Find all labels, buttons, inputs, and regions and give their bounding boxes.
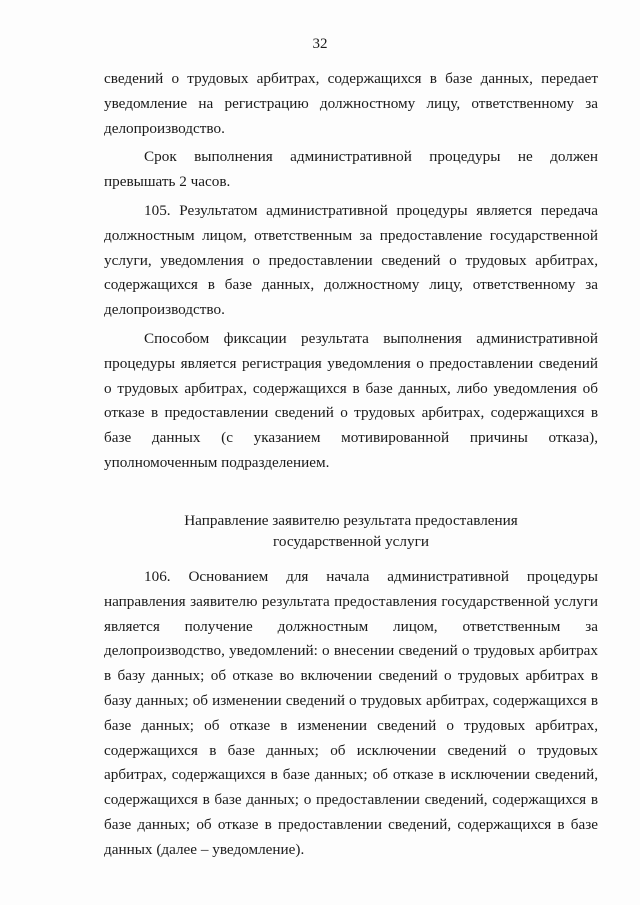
paragraph-fixation-method: Способом фиксации результата выполнения административной процедуры является регистрация уведомления о предоставлении сведений о трудовых арбитрах, содержащихся в базе данных, либо уведомления об отказе в предоставлении сведений о трудовых арбитрах, содержащихся в базе данных (с указанием мотивированной причины отказа), уполномоченным подразделением. xyxy=(104,329,598,471)
section-2-text xyxy=(104,565,598,863)
paragraph-106: 106. Основанием для начала административной процедуры направления заявителю результата предоставления государственной услуги является получение должностным лицом, ответственным за делопроизводство, уведомлений: о внесении сведений о трудовых арбитрах в базу данных; об отказе во включении сведений о трудовых арбитрах в базу данных; об изменении сведений о трудовых арбитрах, содержащихся в базе данных; об отказе в изменении сведений о трудовых арбитрах, содержащихся в базе данных; об исключении сведений о трудовых арбитрах, содержащихся в базе данных; об отказе в исключении сведений, содержащихся в базе данных; о предоставлении сведений, содержащихся в базе данных; об отказе в предоставлении сведений, содержащихся в базе данных (далее – уведомление). xyxy=(104,568,598,858)
section-heading xyxy=(104,510,598,552)
section-1-text xyxy=(104,67,598,476)
section-heading-line-1: Направление заявителю результата предоставления xyxy=(184,512,518,529)
paragraph-deadline: Срок выполнения административной процедуры не должен превышать 2 часов. xyxy=(104,148,598,191)
paragraph-continuation: сведений о трудовых арбитрах, содержащихся в базе данных, передает уведомление на регистрацию должностному лицу, ответственному за делопроизводство. xyxy=(104,70,598,137)
section-heading-line-2: государственной услуги xyxy=(273,533,429,550)
paragraph-105: 105. Результатом административной процедуры является передача должностным лицом, ответственным за предоставление государственной услуги, уведомления о предоставлении сведений о трудовых арбитрах, содержащихся в базе данных, должностному лицу, ответственному за делопроизводство. xyxy=(104,201,598,319)
page-number: 32 xyxy=(312,36,328,52)
